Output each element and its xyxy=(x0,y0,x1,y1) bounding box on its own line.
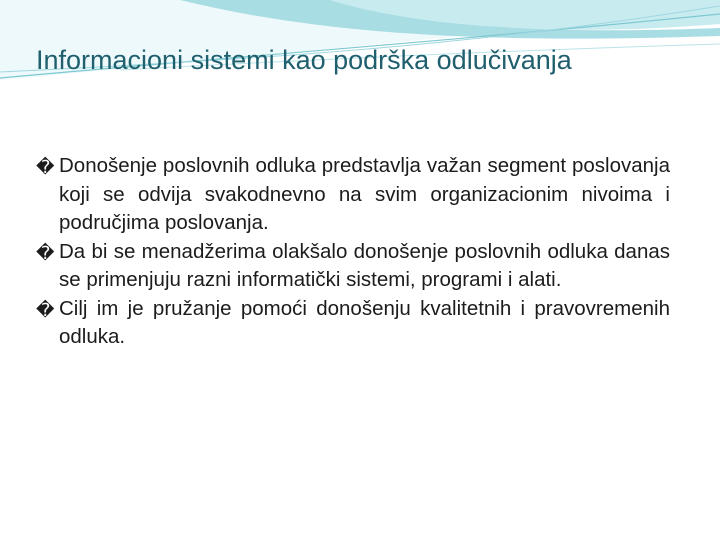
bullet-glyph-icon: � xyxy=(36,157,55,177)
bullet-item xyxy=(36,152,670,238)
bullet-text: Da bi se menadžerima olakšalo donošenje poslovnih odluka danas se primenjuju razni informatički sistemi, programi i alati. xyxy=(59,239,670,291)
bullet-item xyxy=(36,295,670,352)
bullet-text: Cilj im je pružanje pomoći donošenju kvalitetnih i pravovremenih odluka. xyxy=(59,296,670,348)
bullet-list xyxy=(36,152,670,352)
bullet-glyph-icon: � xyxy=(36,242,55,263)
slide-title: Informacioni sistemi kao podrška odlučivanja xyxy=(36,45,572,75)
bullet-item xyxy=(36,238,670,295)
bullet-glyph-icon: � xyxy=(36,299,55,320)
bullet-text: Donošenje poslovnih odluka predstavlja važan segment poslovanja koji se odvija svakodnevno na svim organizacionim nivoima i područjima poslovanja. xyxy=(59,154,670,234)
